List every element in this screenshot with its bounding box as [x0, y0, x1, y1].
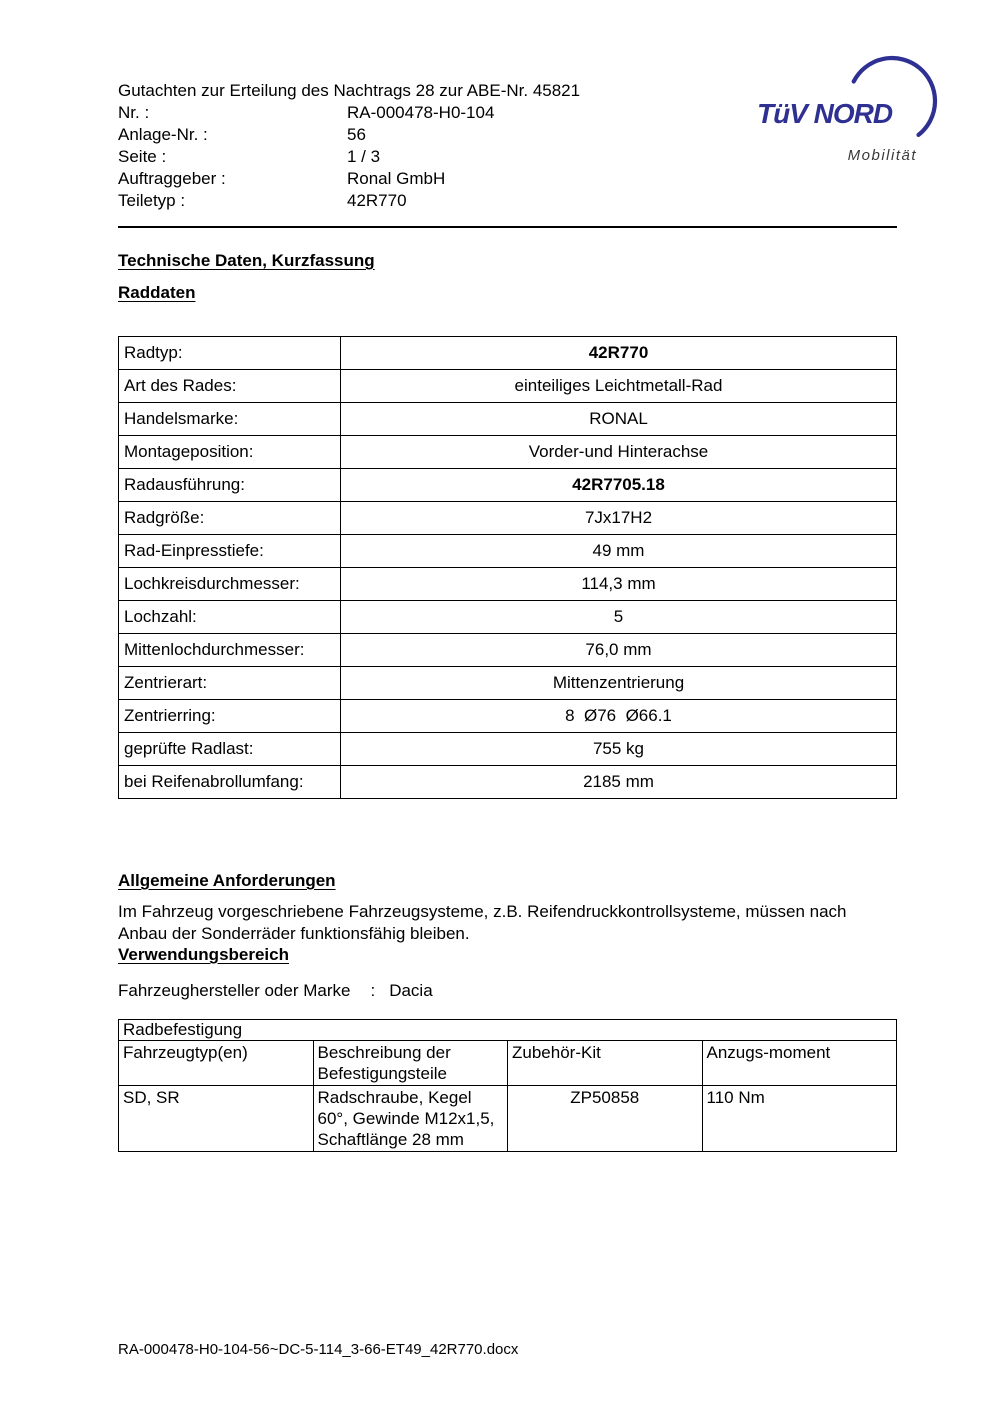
raddaten-value: 5 [341, 601, 897, 634]
hersteller-separator: : [370, 981, 376, 1000]
table-row [119, 568, 897, 601]
raddaten-label: Radgröße: [119, 502, 341, 535]
raddaten-value: 8 Ø76 Ø66.1 [341, 700, 897, 733]
table-row [119, 766, 897, 799]
raddaten-value: Vorder-und Hinterachse [341, 436, 897, 469]
field-label: Auftraggeber : [118, 169, 226, 188]
radbefestigung-caption: Radbefestigung [119, 1020, 897, 1041]
raddaten-value: 49 mm [341, 535, 897, 568]
raddaten-label: Art des Rades: [119, 370, 341, 403]
field-label: Teiletyp : [118, 191, 186, 210]
cell-fahrzeugtyp: SD, SR [119, 1086, 314, 1152]
raddaten-label: Radausführung: [119, 469, 341, 502]
raddaten-value: 76,0 mm [341, 634, 897, 667]
allgemein-paragraph: Im Fahrzeug vorgeschriebene Fahrzeugsysteme, z.B. Reifendruckkontrollsysteme, müssen nach Anbau der Sonderräder funktionsfähig bleiben. [118, 902, 847, 943]
hersteller-line [118, 981, 433, 1001]
table-header-row [119, 1041, 897, 1086]
raddaten-table [118, 336, 897, 799]
cell-zubehoer-kit: ZP50858 [508, 1086, 703, 1152]
raddaten-label: Lochzahl: [119, 601, 341, 634]
field-label: Seite : [118, 147, 167, 166]
column-header-zubehoer-kit: Zubehör-Kit [508, 1041, 703, 1086]
field-label: Nr. : [118, 103, 150, 122]
raddaten-value: 42R770 [341, 337, 897, 370]
table-row [119, 634, 897, 667]
hersteller-label: Fahrzeughersteller oder Marke [118, 981, 351, 1000]
table-row [119, 700, 897, 733]
header-field-seite [118, 146, 778, 168]
field-label: Anlage-Nr. : [118, 125, 208, 144]
allgemein-heading: Allgemeine Anforderungen [118, 871, 336, 890]
verwendung-heading: Verwendungsbereich [118, 945, 289, 964]
raddaten-label: Radtyp: [119, 337, 341, 370]
raddaten-label: Zentrierring: [119, 700, 341, 733]
table-row [119, 403, 897, 436]
tech-data-heading: Technische Daten, Kurzfassung [118, 251, 375, 270]
logo-brand-text: TüV NORD [757, 98, 893, 129]
header-field-nr [118, 102, 778, 124]
raddaten-value: 2185 mm [341, 766, 897, 799]
cell-anzugsmoment: 110 Nm [702, 1086, 897, 1152]
hersteller-value: Dacia [389, 981, 433, 1000]
raddaten-value: einteiliges Leichtmetall-Rad [341, 370, 897, 403]
raddaten-value: 755 kg [341, 733, 897, 766]
raddaten-value: 114,3 mm [341, 568, 897, 601]
table-row [119, 1086, 897, 1152]
raddaten-label: Handelsmarke: [119, 403, 341, 436]
table-row [119, 337, 897, 370]
column-header-beschreibung: Beschreibung der Befestigungsteile [313, 1041, 508, 1086]
field-value: 56 [347, 125, 366, 144]
tuv-nord-logo [750, 50, 950, 175]
header-field-auftraggeber [118, 168, 778, 190]
raddaten-label: Mittenlochdurchmesser: [119, 634, 341, 667]
logo-tagline: Mobilität [847, 147, 917, 164]
header-divider [118, 226, 897, 228]
raddaten-label: Rad-Einpresstiefe: [119, 535, 341, 568]
table-caption-row [119, 1020, 897, 1041]
raddaten-label: Zentrierart: [119, 667, 341, 700]
table-row [119, 535, 897, 568]
column-header-fahrzeugtyp: Fahrzeugtyp(en) [119, 1041, 314, 1086]
raddaten-value: Mittenzentrierung [341, 667, 897, 700]
field-value: 1 / 3 [347, 147, 381, 166]
column-header-anzugsmoment: Anzugs-moment [702, 1041, 897, 1086]
raddaten-value: 42R7705.18 [341, 469, 897, 502]
table-row [119, 601, 897, 634]
footer-filename: RA-000478-H0-104-56~DC-5-114_3-66-ET49_42R770.docx [118, 1341, 519, 1358]
raddaten-label: Montageposition: [119, 436, 341, 469]
field-value: 42R770 [347, 191, 407, 210]
raddaten-label: Lochkreisdurchmesser: [119, 568, 341, 601]
table-row [119, 733, 897, 766]
raddaten-value: 7Jx17H2 [341, 502, 897, 535]
cell-beschreibung: Radschraube, Kegel 60°, Gewinde M12x1,5, Schaftlänge 28 mm [313, 1086, 508, 1152]
raddaten-label: bei Reifenabrollumfang: [119, 766, 341, 799]
radbefestigung-table [118, 1019, 897, 1152]
document-header [118, 80, 778, 212]
header-field-anlage [118, 124, 778, 146]
raddaten-value: RONAL [341, 403, 897, 436]
raddaten-heading: Raddaten [118, 283, 196, 302]
raddaten-label: geprüfte Radlast: [119, 733, 341, 766]
field-value: Ronal GmbH [347, 169, 446, 188]
table-row [119, 469, 897, 502]
document-title: Gutachten zur Erteilung des Nachtrags 28 zur ABE-Nr. 45821 [118, 81, 581, 100]
table-row [119, 502, 897, 535]
header-field-teiletyp [118, 190, 778, 212]
table-row [119, 667, 897, 700]
table-row [119, 436, 897, 469]
field-value: RA-000478-H0-104 [347, 103, 495, 122]
table-row [119, 370, 897, 403]
